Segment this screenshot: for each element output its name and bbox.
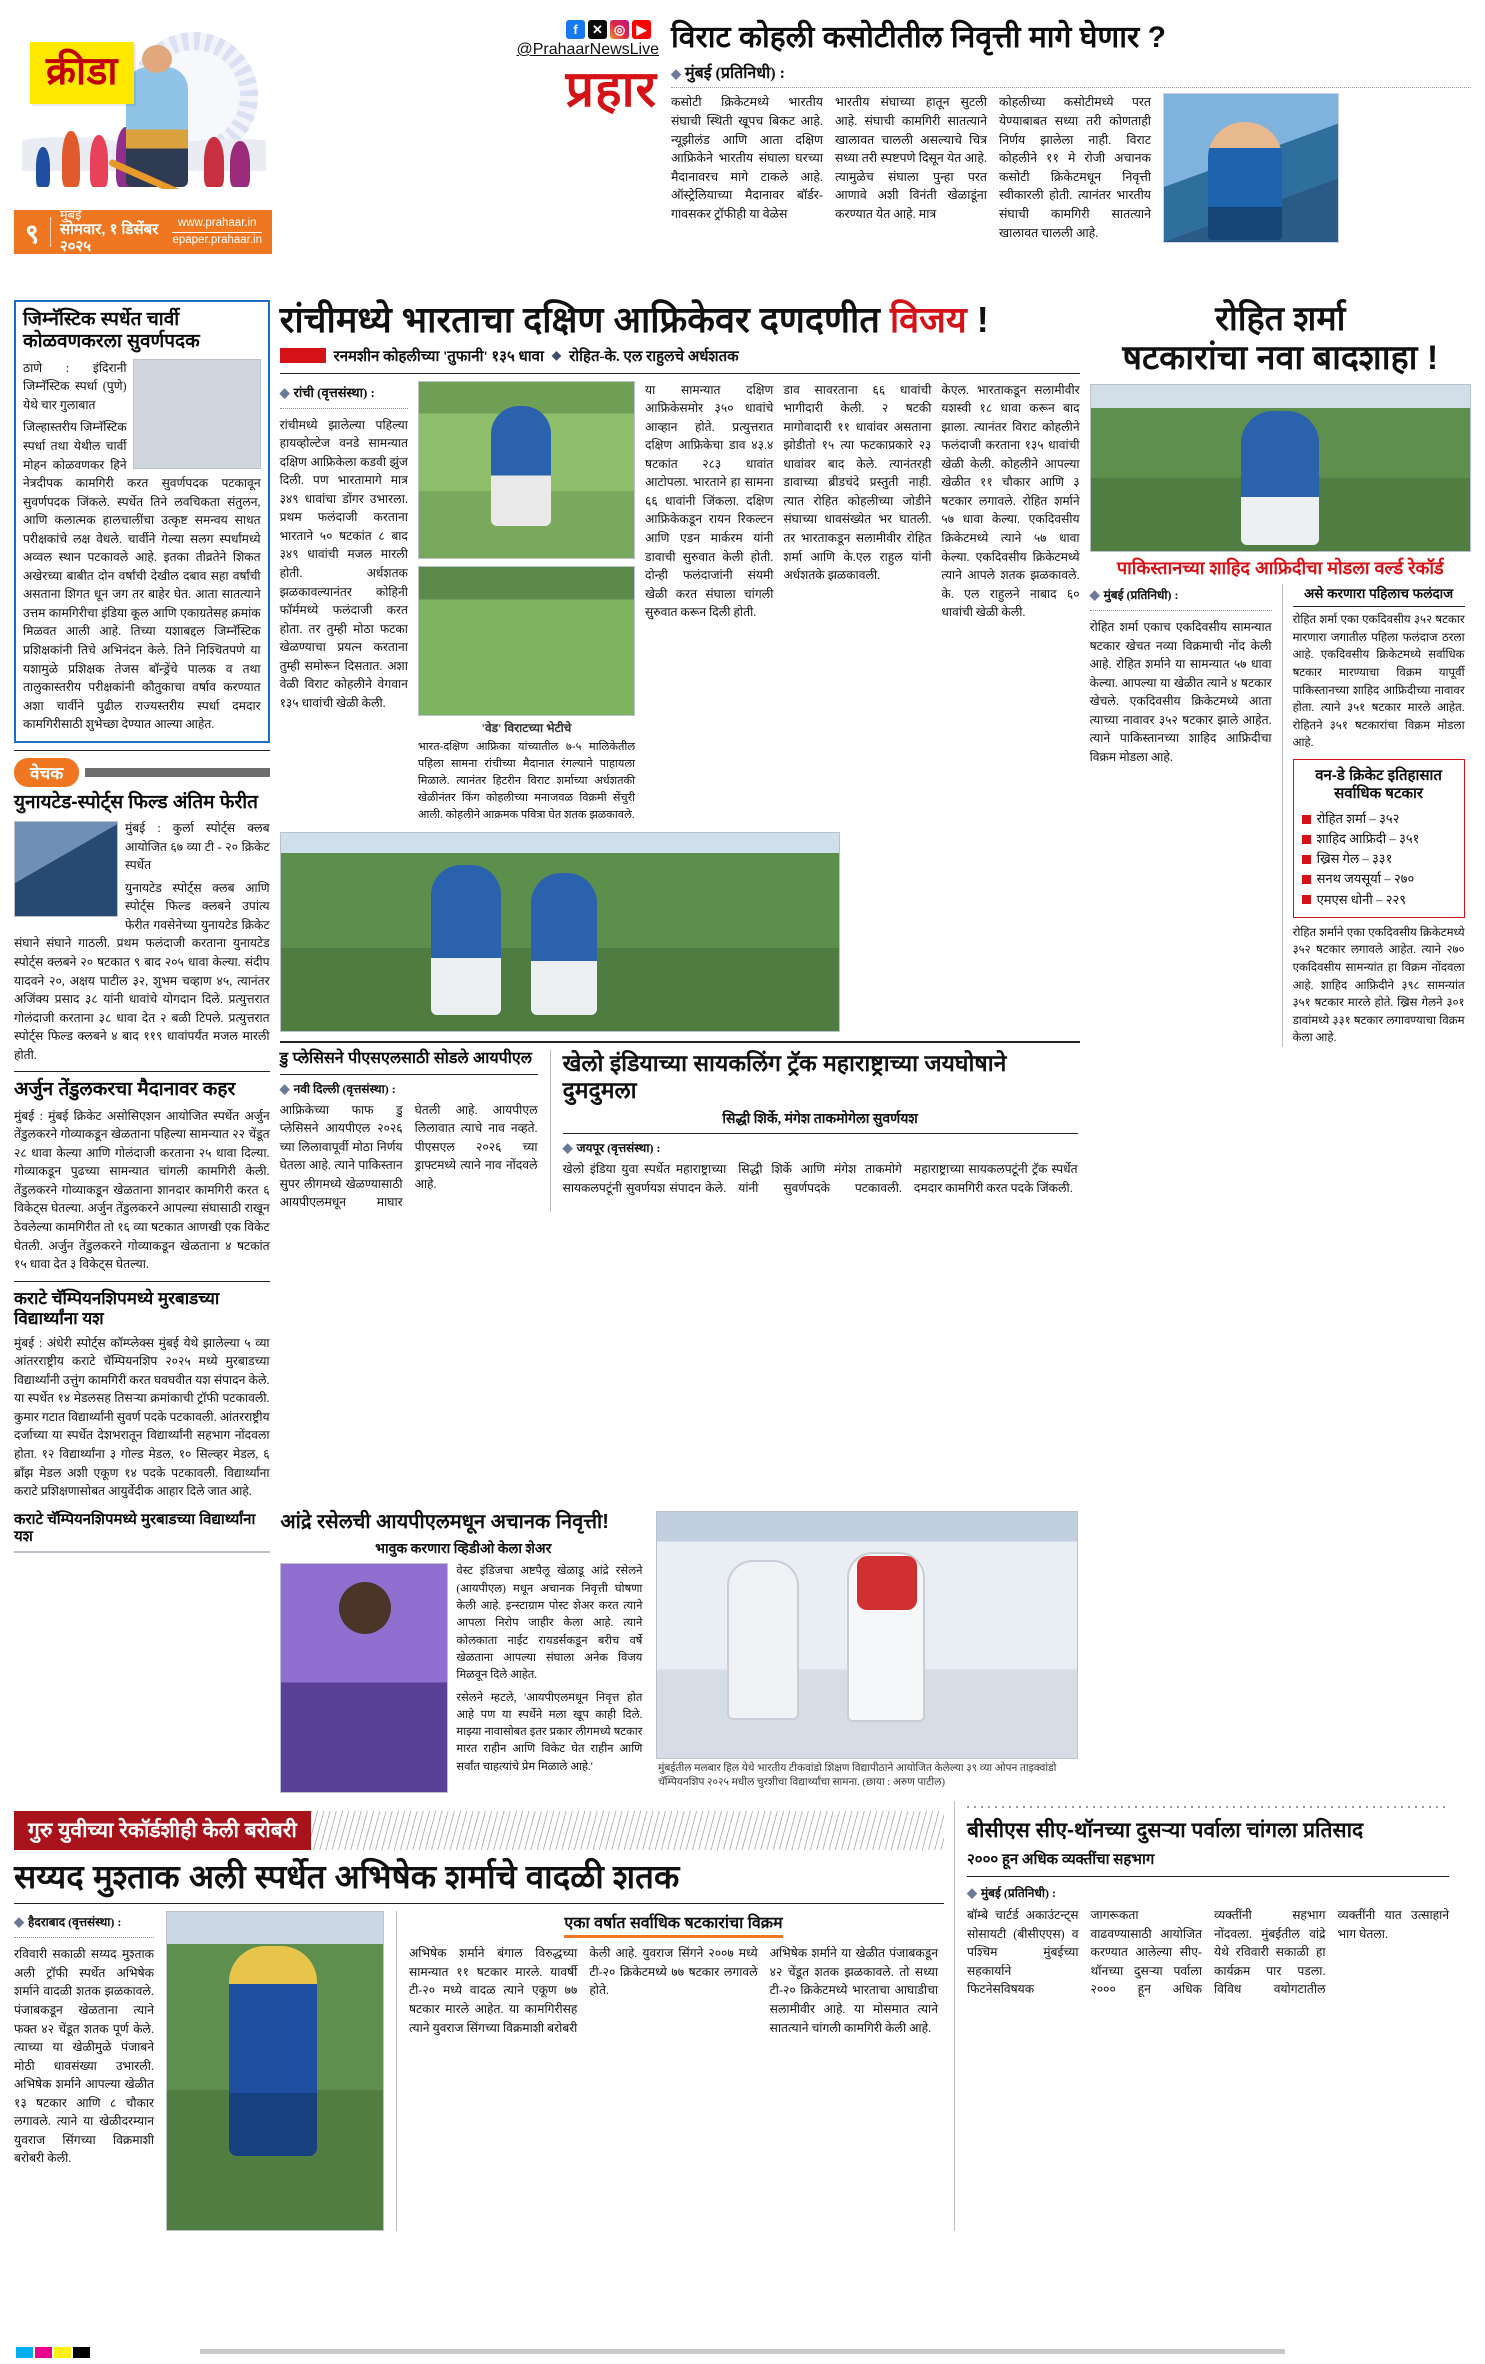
story-body: जिल्हास्तरीय जिम्नॅस्टिक स्पर्धा तथा येथील चार्वी मोहन कोळवणकर हिने नेत्रदीपक कामगिरी करत सुवर्णपदक पटकावून सुवर्णपदक जिंकले. स्पर्धेत तिने लवचिकता संतुलन, आणि कलात्मक हालचालींचा उत्कृष्ट समन्वय साधत परीक्षकांचे लक्ष वेधले. चार्वीने गेल्या सलग स्पर्धांमध्ये अव्वल स्थान पटकावले आहे. इतका तीव्रतेने शिकत अखेरच्या बाबीत दोन वर्षांची देखील दबाव सहा वर्षांची असताना शिगत धून जग तर बाहेर घेत. आता सातत्याने उत्तम कामगिरीचा इंडिया कूल आणि एकाग्रतेसह क्रमांक मिळवत आली आहे. तिच्या यशाबद्दल जिम्नॅस्टिक प्रशिक्षकांनी तिचे अभिनंदन केले. तिने निश्चितपणे या यशामुळे प्रशिक्षक तेजस बॉन्ड्रेंचे पालक व तथा तालुकास्तरीय परीक्षकांनी कौतुकाचा वर्षाव करण्यात अशा चार्वीने पुढील राज्यस्तरीय स्पर्धा दमदार कामगिरीसाठी शुभेच्छा देण्यात आल्या आहेत. xyxy=(23,420,261,732)
taekwondo-photo-block xyxy=(656,1511,1078,1794)
athlete-icon xyxy=(230,141,250,187)
black-swatch xyxy=(73,2347,90,2358)
footer-line xyxy=(200,2349,1285,2354)
square-bullet-icon xyxy=(1302,855,1311,864)
athlete-silhouettes xyxy=(18,101,270,187)
right-boxes-col xyxy=(1282,584,1465,1047)
firstbox-body: रोहित शर्मा एका एकदिवसीय ३५२ षटकार मारणारा जगातील पहिला फलंदाज ठरला आहे. एकदिवसीय क्रिकेटमध्ये सर्वाधिक षटकार मारण्याचा विक्रम यापूर्वी पाकिस्तानच्या शाहिद आफ्रिदीच्या नावावर होता. त्याने ३५१ षटकार मारले आहेत. रोहितने ३५१ षटकारांचा विक्रम मोडला आहे. xyxy=(1292,613,1465,750)
dotted-band xyxy=(967,1801,1449,1813)
lead-byline: ◆ मुंबई (प्रतिनिधी) : xyxy=(671,65,785,83)
firstbox-title: असे करणारा पहिलाच फलंदाज xyxy=(1303,586,1454,602)
bottom-photo-block xyxy=(166,1911,384,2231)
story-body: आफ्रिकेच्या फाफ डु प्लेसिसने आयपीएल २०२६ च्या लिलावापूर्वी मोठा निर्णय घेतला आहे. त्याने पाकिस्तान सुपर लीगमध्ये खेळण्यासाठी आयपीएलमधून माघार घेतली आहे. आयपीएल लिलावात त्याचे नाव नव्हते. पीएसएल २०२६ च्या ड्राफ्टमध्ये त्याने नाव नोंदवले आहे. xyxy=(279,1102,538,1210)
story-headline: कराटे चॅम्पियनशिपमध्ये मुरबाडच्या विद्यार्थ्यांना यश xyxy=(14,1510,256,1546)
divider xyxy=(280,1041,1080,1043)
bottom-body: रविवारी सकाळी सय्यद मुश्ताक अली ट्रॉफी स्पर्धेत अभिषेक शर्माने वादळी शतक झळकावले. पंजाबकडून खेळताना त्याने फक्त ४२ चेंडूत शतक पूर्ण केले. त्याच्या या खेळीमुळे पंजाबने मोठी धावसंख्या उभारली. अभिषेक शर्माने आपल्या खेळीत १३ षटकार आणि ८ चौकार लगावले. त्याने या खेळीदरम्यान युवराज सिंगच्या विक्रमाशी बरोबरी केली. xyxy=(14,1947,154,2166)
band-decoration xyxy=(311,1811,944,1850)
center-lower-stories xyxy=(280,1050,1080,1212)
taekwondo-competition-photo xyxy=(656,1511,1078,1759)
band-label: गुरु युवीच्या रेकॉर्डशीही केली बरोबरी xyxy=(14,1811,311,1850)
story-body: खेलो इंडिया युवा स्पर्धेत महाराष्ट्राच्या सायकलपटूंनी सुवर्णयश संपादन केले. सिद्धी शिर्के आणि मंगेश ताकमोगे यांनी सुवर्णपदके पटकावली. महाराष्ट्राच्या सायकलपटूंनी ट्रॅक स्पर्धेत दमदार कामगिरी करत पदके जिंकली. xyxy=(562,1162,1078,1195)
karate-continued xyxy=(14,1511,270,1794)
box-body xyxy=(409,1944,938,2037)
lead-col-1: कसोटी क्रिकेटमध्ये भारतीय संघाची स्थिती खूपच बिकट आहे. न्यूझीलंड आणि आता दक्षिण आफ्रिकेने भारतीय संघाला घरच्या मैदानावरच मागे टाकले आहे. ऑस्ट्रेलियाच्या मैदानावर बॉर्डर-गावसकर ट्रॉफीही या वेळेस xyxy=(671,95,823,222)
headline-mark: ! xyxy=(966,299,989,340)
player-head xyxy=(339,1582,391,1634)
center-body-3: डाव सावरताना ६६ धावांची भागीदारी केली. २ षटकी मागोवादारी ११ धावांवर असताना झोडीतो १५ त्या फटकाप्रकारे २३ धावांवर बाद केले. त्यानंतरही डावाच्या ब्रीडचंदे प्रस्तुती नाही. त्यात रोहित कोहलीच्या जोडीने संघाच्या धावसंख्येत भर घातली. तर भारताकडून सलामीवीर रोहित शर्मा आणि के.एल राहुल यांनी अर्धशतके झळकावली. xyxy=(783,382,932,583)
box-body-1: अभिषेक शर्माने बंगाल विरुद्धच्या सामन्यात ११ षटकार मारले. यावर्षी टी-२० मध्ये वादळ त्याने एकूण ७७ षटकार मारले आहेत. या कामगिरीसह त्याने युवराज सिंगच्या विक्रमाशी बरोबरी केली आहे. युवराज सिंगने २००७ मध्ये टी-२० क्रिकेटमध्ये ७७ षटकार लगावले होते. xyxy=(409,1946,758,2035)
player-figure xyxy=(491,406,551,526)
section-tag-row xyxy=(14,758,270,787)
divider xyxy=(563,1133,1078,1134)
center-photo-block-1 xyxy=(418,381,635,824)
lead-headline: विराट कोहली कसोटीतील निवृत्ती मागे घेणार ? xyxy=(671,21,1166,54)
date-strip xyxy=(14,206,272,256)
batsman-figure xyxy=(531,873,597,1015)
box-body-2: अभिषेक शर्माने या खेळीत पंजाबकडून ४२ चेंडूत शतक झळकावले. तो सध्या टी-२० क्रिकेटमध्ये भारताचा आघाडीचा सलामीवीर आहे. या मोसमात त्याने सातत्याने चांगली कामगिरी केली आहे. xyxy=(769,1946,938,2035)
headline-line-2: षटकारांचा नवा बादशाहा ! xyxy=(1122,339,1439,378)
masthead-brand-area xyxy=(272,14,671,246)
website-url[interactable]: www.prahaar.in xyxy=(172,216,262,233)
center-column xyxy=(280,300,1080,1501)
lead-col-3: कोहलीच्या कसोटीमध्ये परत येण्याबाबत सध्या तरी कोणताही निर्णय झालेला नाही. विराट कोहलीने ११ मे रोजी अचानक कसोटी क्रिकेटमधून निवृत्ती स्वीकारली होती. त्यानंतर भारतीय संघाची कामगिरी सातत्याने खालावत चालली आहे. xyxy=(999,95,1151,240)
headline-text-part: रांचीमध्ये भारताचा दक्षिण आफ्रिकेवर दणदणीत xyxy=(279,299,890,340)
story-byline: ◆ मुंबई (प्रतिनिधी) : xyxy=(967,1884,1056,1900)
diamond-bullet-icon: ◆ xyxy=(967,1884,977,1900)
content-grid xyxy=(14,300,1471,1501)
headline-line-1: रोहित शर्मा xyxy=(1215,300,1346,338)
stat-row: सनथ जयसूर्या – २७० xyxy=(1302,869,1456,889)
story-headline: अर्जुन तेंडुलकरचा मैदानावर कहर xyxy=(14,1079,236,1101)
divider xyxy=(967,1876,1449,1877)
center-body-1: रांचीमध्ये झालेल्या पहिल्या हायव्होल्टेज वनडे सामन्यात दक्षिण आफ्रिकेला कडवी झुंज दिली. पण भारतामागे मात्र ३४९ धावांचा डोंगर उभारला. प्रथम फलंदाजी करताना भारताने ५० षटकांत ८ बाद ३४९ धावांची मजल मारली होती. अर्धशतक झळकावल्यानंतर कोहिनी फॉर्ममध्ये फलंदाजी करत होता. तर तुम्ही मोठा फटका खेळण्याचा प्रयत्न करताना तुम्ही समोरून दिसतात. अशा वेळी विराट कोहलीने वेगवान १३५ धावांची खेळी केली. xyxy=(279,417,408,710)
story-byline: ◆ जयपूर (वृत्तसंस्था) : xyxy=(562,1140,661,1156)
story-byline: ◆ मुंबई (प्रतिनिधी) : xyxy=(1089,587,1179,603)
stat-title-line-1: वन-डे क्रिकेट इतिहासात xyxy=(1315,767,1442,785)
story-body: मुंबई : अंधेरी स्पोर्ट्स कॉम्प्लेक्स मुंबई येथे झालेल्या ५ व्या आंतरराष्ट्रीय कराटे चॅम्पियनशिप २०२५ मध्ये मुरबाडच्या विद्यार्थ्यांनी उत्तुंग कामगिरी करत घवघवीत यश संपादन केले. या स्पर्धेत १४ मेडलसह तिसऱ्या क्रमांकाची ट्रॉफी पटकावली. कुमार गटात विद्यार्थ्यांनी सुवर्ण पदके पटकावली. आंतरराष्ट्रीय दर्जाच्या या स्पर्धेत देशभरातून विद्यार्थ्यांनी सहभाग नोंदवला होता. १२ विद्यार्थ्यांना ३ गोल्ड मेडल, १० सिल्व्हर मेडल, ६ ब्राँझ मेडल अशी एकूण १४ पदके पटकावली. विद्यार्थ्यांना कराटे प्रशिक्षणासोबत आयुर्वेदीक आहार दिले जात आहे. xyxy=(14,1335,270,1499)
center-text-col-4 xyxy=(941,381,1079,824)
social-handle[interactable]: @PrahaarNewsLive xyxy=(516,41,659,58)
russell-body-2: रसेलने म्हटले, 'आयपीएलमधून निवृत्त होत आहे पण या स्पर्धेने मला खूप काही दिले. माझ्या नावासोबत इतर प्रकार लीगमध्ये षटकार मारत राहीन आणि विकेट घेत राहीन आणि सर्वांत चाहत्यांचे प्रेम मिळाले आहे.' xyxy=(456,1691,643,1773)
diamond-bullet-icon: ◆ xyxy=(562,1140,573,1156)
center-byline: ◆ रांची (वृत्तसंस्था) : xyxy=(279,384,375,400)
center-text-col-2 xyxy=(645,381,773,824)
spacer xyxy=(14,1551,270,1553)
epaper-url[interactable]: epaper.prahaar.in xyxy=(172,234,262,246)
kohli-celebration-photo xyxy=(418,381,635,559)
story-body: मुंबई : मुंबई क्रिकेट असोसिएशन आयोजित स्पर्धेत अर्जुन तेंडुलकरने गोव्याकडून खेळताना पहिल्या सामन्यात २२ चेंडूत २८ धावा केल्या आणि गोलंदाजी करताना २५ धावा दिल्या. गोव्याकडून पुढच्या सामन्यात चांगली कामगिरी केली. तेंडुलकरने गोव्याकडून खेळताना शानदार कामगिरी करत ६ विकेट्स घेतल्या. अर्जुन तेंडुलकरने आपल्या संघासाठी राखून ठेवलेल्या कामगिरीत तो १६ व्या षटकात आणखी एक विकेट घेतली. अर्जुन तेंडुलकरने गोव्याकडून खेळताना ४ षटकांत १५ धावा देत ३ विकेट्स घेतल्या. xyxy=(14,1108,270,1272)
lead-col-2: भारतीय संघाच्या हातून सुटली आहे. संघाची कामगिरी सातत्याने खालावत चालली असल्याचे चित्र सध्या तरी स्पष्टपणे दिसून येत आहे. त्यामुळेच संघाला पुन्हा परत आणावे अशी विनंती खेळाडूंना करण्यात येत आहे. मात्र xyxy=(835,95,987,222)
facebook-icon[interactable]: f xyxy=(566,20,585,39)
taekwondo-athlete xyxy=(727,1560,799,1720)
hockey-player-illustration xyxy=(126,67,188,187)
tag-bar-decoration xyxy=(85,768,269,777)
story-headline: जिम्नॅस्टिक स्पर्धेत चार्वी कोळवणकरला सुवर्णपदक xyxy=(23,309,200,353)
square-bullet-icon xyxy=(1302,895,1311,904)
divider xyxy=(1293,606,1465,607)
russell-body-1: वेस्ट इंडिजचा अष्टपैलू खेळाडू आंद्रे रसेलने (आयपीएल) मधून अचानक निवृत्ती घोषणा केली आहे. इन्स्टाग्राम पोस्ट शेअर करत त्याने आपला निरोप जाहीर केला आहे. त्याने कोलकाता नाईट रायडर्सकडून बरीच वर्षे खेळताना आपल्या संघाला अनेक विजय मिळवून दिले आहेत. xyxy=(456,1565,643,1682)
story-byline: ◆ हैदराबाद (वृत्तसंस्था) : xyxy=(14,1914,122,1930)
bottom-text-col-1 xyxy=(14,1911,154,2231)
andre-russell-photo xyxy=(280,1563,448,1793)
story-headline: कराटे चॅम्पियनशिपमध्ये मुरबाडच्या विद्यार्थ्यांना यश xyxy=(14,1288,220,1328)
rohit-subhead: पाकिस्तानच्या शाहिद आफ्रिदीचा मोडला वर्ल्ड रेकॉर्ड xyxy=(1116,558,1444,579)
yellow-swatch xyxy=(54,2347,71,2358)
social-links[interactable] xyxy=(566,20,651,39)
center-body-2: या सामन्यात दक्षिण आफ्रिकेसमोर ३५० धावांचे आव्हान होते. प्रत्युत्तरात दक्षिण आफ्रिकेचा डाव ४३.४ षटकांत २८३ धावांत आटोपला. भारताने हा सामना ६६ धावांनी जिंकला. दक्षिण आफ्रिकेकडून रायन रिकल्टन आणि एडन मार्करम यांनी डावाची सुरुवात केली होती. दोन्ही फलंदाजांनी संयमी खेळी करत संघाला चांगली सुरुवात करून दिली होती. xyxy=(645,382,774,620)
center-main-headline xyxy=(280,300,1080,340)
stat-row: ख्रिस गेल – ३३१ xyxy=(1302,849,1456,869)
divider xyxy=(14,1937,154,1938)
caption-text: मुंबईतील मलबार हिल येथे भारतीय टीकवांडो शिक्षण विद्यापीठाने आयोजित केलेल्या ३९ व्या ओपन ताइक्वांडो चॅम्पियनशिप २०२५ मधील चुरशीचा विद्यार्थ्यांचा सामना. xyxy=(658,1762,1057,1788)
vechak-tag: वेचक xyxy=(14,758,79,787)
divider xyxy=(14,1281,270,1282)
bottom-box-block xyxy=(396,1911,938,2231)
after-stats-body: रोहित शर्माने एका एकदिवसीय क्रिकेटमध्ये ३५२ षटकार लगावले आहेत. त्याने २७० एकदिवसीय सामन्यांत हा विक्रम नोंदवला आहे. शाहिद आफ्रिदीने ३९८ सामन्यांत ३५१ षटकार मारले होते. ख्रिस गेलने ३०१ डावांमध्ये ३३१ षटकार लगावण्याचा विक्रम केला आहे. xyxy=(1292,925,1465,1045)
divider xyxy=(280,1074,538,1075)
photo-caption-title: 'वेड' विराटच्या भेटीचे xyxy=(481,720,572,735)
square-bullet-icon xyxy=(1302,875,1311,884)
story-headline: खेलो इंडियाच्या सायकलिंग ट्रॅक महाराष्ट्राच्या जयघोषाने दुमदुमला xyxy=(562,1049,1007,1103)
gymnast-photo xyxy=(133,359,261,469)
story-byline: ठाणे : इंदिरानी जिम्नॅस्टिक स्पर्धा (पुणे) येथे चार गुलाबात xyxy=(23,360,127,412)
bottom-right-section xyxy=(954,1801,1449,2231)
youtube-icon[interactable]: ▶ xyxy=(632,20,651,39)
center-subheads xyxy=(280,346,1080,366)
instagram-icon[interactable]: ◎ xyxy=(610,20,629,39)
square-bullet-icon xyxy=(1302,815,1311,824)
bottom-content xyxy=(14,1911,944,2231)
headline-highlight: विजय xyxy=(889,299,967,340)
photo-credit: (छाया : अरुण पाटील) xyxy=(862,1776,945,1788)
bottom-right-headline: बीसीएस सीए-थॉनच्या दुसऱ्या पर्वाला चांगला प्रतिसाद xyxy=(967,1819,1364,1843)
section-band xyxy=(14,1811,944,1850)
divider xyxy=(280,373,1080,374)
diamond-bullet-icon: ◆ xyxy=(279,384,290,400)
lead-body-columns xyxy=(671,93,1471,243)
stat-card-title xyxy=(1302,767,1456,803)
story-arjun-tendulkar xyxy=(14,1079,270,1273)
subhead-2: रोहित-के. एल राहुलचे अर्धशतक xyxy=(569,348,739,365)
chest-guard xyxy=(857,1556,917,1610)
middle-lower-row xyxy=(14,1511,1471,1794)
athlete-icon xyxy=(62,131,80,187)
section-badge: क्रीडा xyxy=(30,42,134,104)
athlete-icon xyxy=(36,147,50,187)
square-bullet-icon xyxy=(1302,835,1311,844)
story-byline: ◆ नवी दिल्ली (वृत्तसंस्था) : xyxy=(279,1080,396,1096)
right-continued xyxy=(1088,1511,1471,1794)
left-column xyxy=(14,300,270,1501)
diamond-bullet-icon: ◆ xyxy=(1089,587,1100,603)
box-title: एका वर्षात सर्वाधिक षटकारांचा विक्रम xyxy=(564,1911,782,1938)
story-headline: युनायटेड-स्पोर्ट्स फिल्ड अंतिम फेरीत xyxy=(14,791,258,813)
cyan-swatch xyxy=(16,2347,33,2358)
story-headline: आंद्रे रसेलची आयपीएलमधून अचानक निवृत्ती! xyxy=(280,1510,609,1533)
rohit-figure xyxy=(1241,411,1319,545)
stat-title-line-2: सर्वाधिक षटकार xyxy=(1334,785,1424,803)
story-body: युनायटेड स्पोर्ट्स क्लब आणि स्पोर्ट्स फिल्ड क्लबने उपांत्य फेरीत गवसेनेच्या युनायटेड क्रिकेट संघाने संघाने गाठली. प्रथम फलंदाजी करताना युनायटेड स्पोर्ट्स क्लबने २० षटकात ९ बाद २०५ धावा केल्या. संदीप यादवने २०, अक्षय पाटील ३२, शुभम चव्हाण ४५, त्यानंतर अजिंक्य प्रसाद ३८ यांनी धावांचे योगदान दिले. प्रत्युत्तरात गोलंदाजी करताना ३८ धावा देत २ बळी टिपले. प्रत्युत्तरात स्पोर्ट्स फिल्ड क्लबने ४ बाद ११९ धावांपर्यंत मजल मारली होती. xyxy=(14,880,270,1062)
center-text-col-1 xyxy=(280,381,408,824)
batsman-figure xyxy=(431,865,501,1015)
cmyk-registration-left xyxy=(16,2347,90,2358)
brand-logo: प्रहार xyxy=(565,61,657,117)
bottom-right-body: बॉम्बे चार्टर्ड अकाउंटन्ट्स सोसायटी (बीसीएएस) व पश्चिम मुंबईच्या सहकार्याने फिटनेसविषयक जागरूकता वाढवण्यासाठी आयोजित करण्यात आलेल्या सीए-थॉनच्या दुसऱ्या पर्वाला २००० हून अधिक व्यक्तींनी सहभाग नोंदवला. मुंबईतील वांद्रे येथे रविवारी सकाळी हा कार्यक्रम पार पडला. विविध वयोगटातील व्यक्तींनी यात उत्साहाने भाग घेतला. xyxy=(967,1907,1449,1997)
divider xyxy=(671,87,1471,88)
rohit-sharma-batting-photo xyxy=(1090,384,1471,552)
story-united-sports xyxy=(14,758,270,1065)
diamond-bullet-icon: ◆ xyxy=(14,1914,24,1930)
divider xyxy=(280,408,408,409)
website-links[interactable] xyxy=(172,216,272,248)
center-body-4: केएल. भारताकडून सलामीवीर यशस्वी १८ धावा करून बाद झाला. त्यानंतर विराट कोहलीने फलंदाजी करताना १३५ धावांची खेळी केली. कोहलीने आपल्या खेळीत ११ चौकार आणि ३ षटकार लगावले. रोहित शर्माने ५७ धावा केल्या. एकदिवसीय क्रिकेटमध्ये त्याने ५७ धावा केल्या. एकदिवसीय क्रिकेटमध्ये त्याने आपले शतक झळकावले. के. एल राहुलने नाबाद ६० धावांची खेळी केली. xyxy=(941,382,1080,620)
stat-row: एमएस धोनी – २२९ xyxy=(1302,890,1456,910)
edition-place-date xyxy=(51,208,173,256)
divider xyxy=(1090,610,1272,611)
bottom-row xyxy=(14,1801,1471,2231)
story-duplessis xyxy=(280,1050,538,1212)
diamond-bullet-icon: ◆ xyxy=(551,348,562,363)
player-photo xyxy=(14,821,118,917)
rohit-kl-rahul-photo xyxy=(280,832,840,1032)
rohit-text-col xyxy=(1090,584,1272,1047)
magenta-swatch xyxy=(35,2347,52,2358)
right-column xyxy=(1090,300,1471,1501)
stat-list xyxy=(1302,809,1456,910)
rohit-body: रोहित शर्मा एकाच एकदिवसीय सामन्यात षटकार खेचत नव्या विक्रमाची नोंद केली आहे. रोहित शर्माने या सामन्यात ५७ धावा केल्या. आपल्या या खेळीत त्याने ४ षटकार खेचले. एकदिवसीय क्रिकेटमध्ये आता त्याच्या नावावर ३५२ षटकार झाले आहेत. त्याने पाकिस्तानच्या शाहिद आफ्रिदीचा विक्रम मोडला आहे. xyxy=(1089,620,1272,764)
story-subhead: सिद्धी शिर्के, मंगेश ताकमोगेला सुवर्णयश xyxy=(722,1112,918,1128)
story-karate xyxy=(14,1289,270,1501)
edition-number: ९ xyxy=(25,218,40,249)
athlete-icon xyxy=(204,137,224,187)
stat-row: रोहित शर्मा – ३५२ xyxy=(1302,809,1456,829)
center-top-layout xyxy=(280,381,1080,824)
x-icon[interactable]: ✕ xyxy=(588,20,607,39)
box-title-wrap xyxy=(409,1911,938,1938)
divider xyxy=(14,1903,944,1904)
story-byline: मुंबई : कुर्ला स्पोर्ट्स क्लब आयोजित ६७ व्या टी - २० क्रिकेट स्पर्धेत xyxy=(125,821,270,873)
photo-caption-text: भारत-दक्षिण आफ्रिका यांच्यातील ७-५ मालिकेतील पहिला सामना रांचीच्या मैदानात रंगल्याने पाहायला मिळाले. त्यानंतर हिटरीन विराट शर्माच्या अर्धशतकी खेळीनंतर किंग कोहलीच्या मनाजवळ विक्रमी सेंचुरी आली. कोहलीने आक्रमक पवित्रा घेत शतक झळकावले. xyxy=(417,740,636,821)
story-subhead: भावुक करणारा व्हिडीओ केला शेअर xyxy=(375,1542,552,1558)
story-gymnastics xyxy=(14,300,270,743)
story-russell xyxy=(280,1511,646,1794)
lead-story xyxy=(671,14,1471,246)
story-body xyxy=(456,1563,642,1793)
edition-date: सोमवार, १ डिसेंबर २०२५ xyxy=(59,221,159,256)
divider xyxy=(14,1071,270,1072)
batsman-figure xyxy=(229,1946,317,2156)
lead-photo xyxy=(1163,93,1339,243)
edition-city: मुंबई xyxy=(59,206,82,222)
bottom-headline: सय्यद मुश्ताक अली स्पर्धेत अभिषेक शर्माचे वादळी शतक xyxy=(14,1858,680,1896)
diamond-bullet-icon: ◆ xyxy=(279,1080,290,1096)
divider xyxy=(14,750,270,751)
subhead-1: रनमशीन कोहलीच्या 'तुफानी' १३५ धावा xyxy=(333,348,544,365)
kohli-meeting-fan-photo xyxy=(418,566,635,716)
most-sixes-stat-card xyxy=(1293,759,1465,918)
rohit-headline xyxy=(1090,300,1471,378)
photo-caption xyxy=(656,1759,1078,1790)
story-headline: डु प्लेसिसने पीएसएलसाठी सोडले आयपीएल xyxy=(279,1049,532,1067)
right-lower-layout xyxy=(1090,584,1471,1047)
red-chip-icon xyxy=(280,348,326,363)
stat-row: शाहिद आफ्रिदी – ३५१ xyxy=(1302,829,1456,849)
story-khelo-india xyxy=(550,1050,1078,1212)
center-text-col-3 xyxy=(783,381,931,824)
abhishek-sharma-batting-photo xyxy=(166,1911,384,2231)
bottom-right-subhead: २००० हून अधिक व्यक्तींचा सहभाग xyxy=(967,1851,1155,1868)
diamond-bullet-icon: ◆ xyxy=(671,66,681,82)
bottom-left-section xyxy=(14,1801,944,2231)
athlete-icon xyxy=(90,135,108,187)
